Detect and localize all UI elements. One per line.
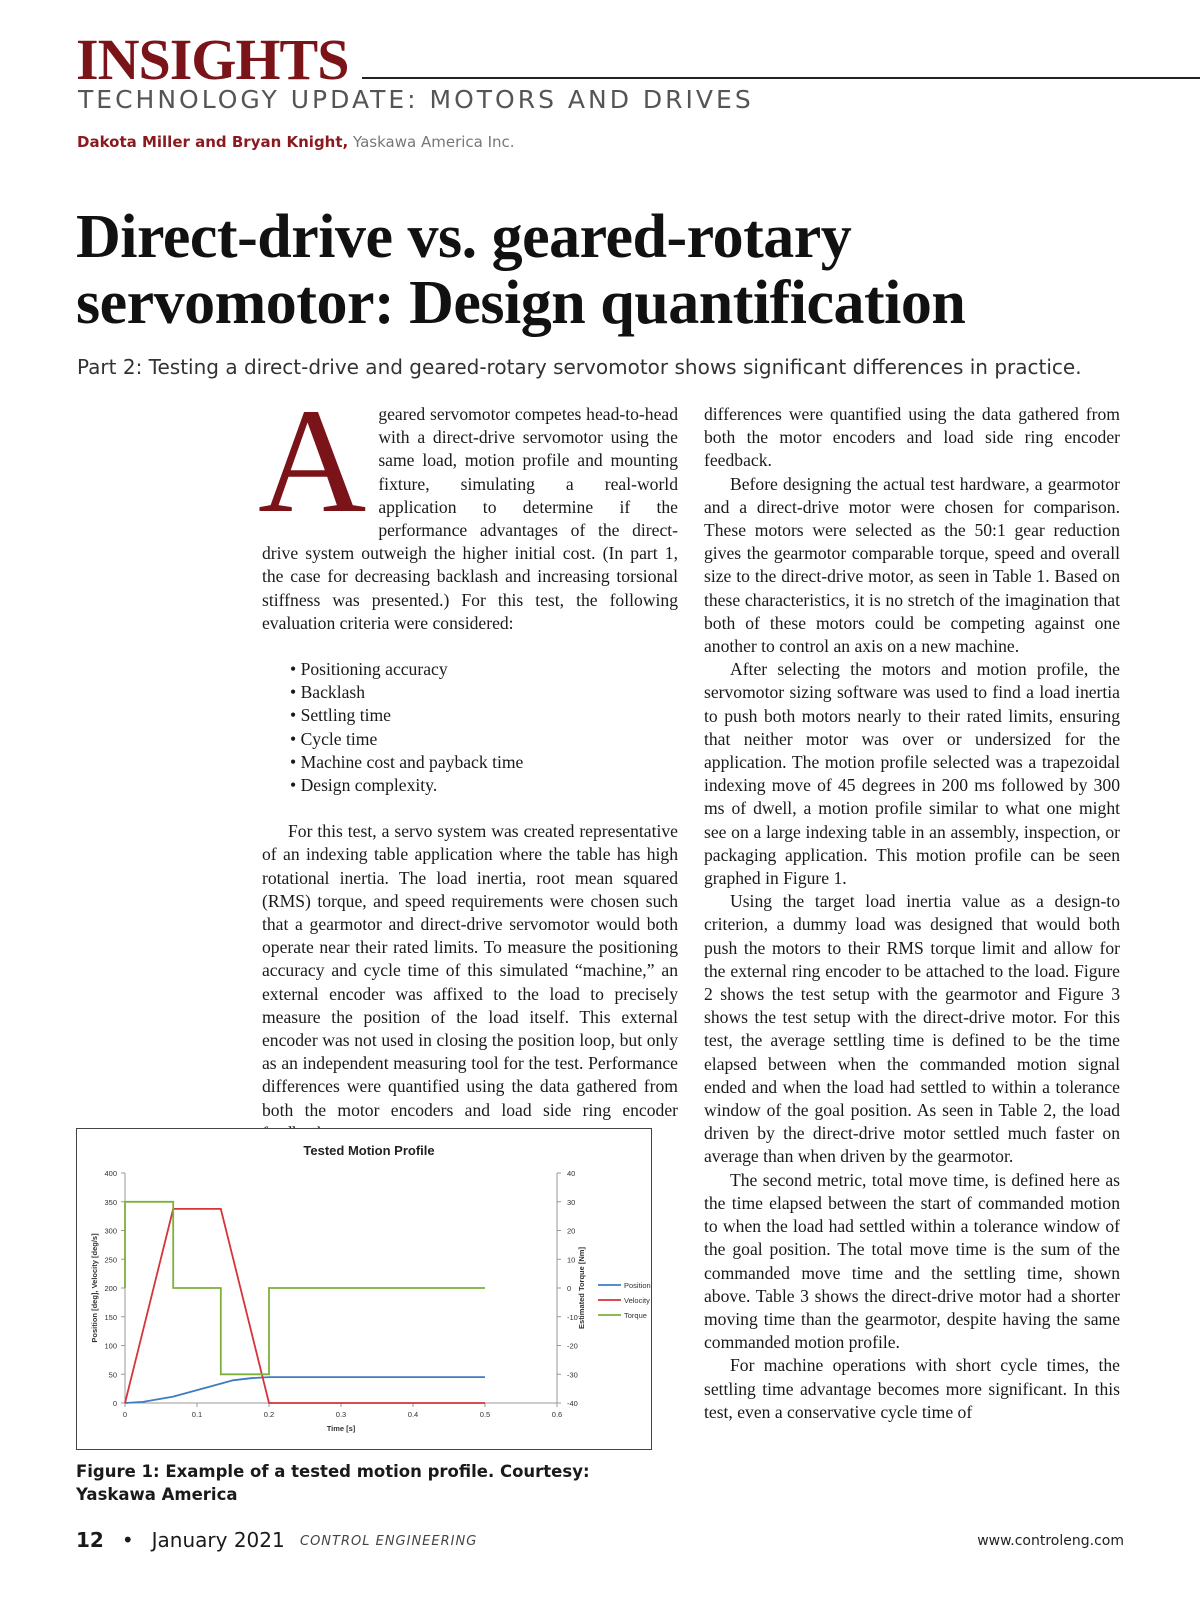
article-title bbox=[76, 204, 1176, 336]
y-tick-label: 250 bbox=[104, 1255, 117, 1265]
list-item: • Cycle time bbox=[290, 728, 678, 751]
y2-tick-label: 0 bbox=[567, 1284, 572, 1293]
author-organization: Yaskawa America Inc. bbox=[353, 133, 515, 151]
series-line-velocity bbox=[125, 1209, 485, 1403]
section-heading: TECHNOLOGY UPDATE: MOTORS AND DRIVES bbox=[78, 85, 754, 114]
y2-tick-label: -10 bbox=[567, 1312, 578, 1322]
y2-tick-label: -40 bbox=[567, 1399, 578, 1408]
list-item: • Positioning accuracy bbox=[290, 658, 678, 681]
criteria-list bbox=[290, 658, 678, 797]
y2-tick-label: 10 bbox=[567, 1255, 576, 1265]
article-title-line1: Direct-drive vs. geared-rotary bbox=[76, 203, 852, 271]
intro-text: geared servomotor competes head-to-head with a direct-drive servomotor using the same load, motion profile and mounting fixture, simulating a real-world application to determine if the performance advantages of the direct-drive system outweigh the higher initial cost. (In part 1, the case for decreasing backlash and increasing torsional stiffness was presented.) For this test, the following evaluation criteria were considered: bbox=[262, 404, 678, 633]
y2-tick-label: -20 bbox=[567, 1341, 578, 1351]
y-tick-label: 0 bbox=[112, 1399, 117, 1408]
legend-label-position: Position bbox=[624, 1281, 651, 1290]
body-column-right bbox=[704, 403, 1120, 1424]
setup-paragraph-continued bbox=[704, 403, 1120, 473]
footer-page-info bbox=[76, 1528, 285, 1552]
motors-paragraph: Before designing the actual test hardware, a gearmotor and a direct-drive motor were chosen for comparison. These motors were selected as the 50:1 gear reduction gives the gearmotor comparable torque, speed and overall size to the direct-drive motor, as seen in Table 1. Based on these characteristics, it is no stretch of the imagination that both of these motors could be competing against one another to control an axis on a new machine. bbox=[704, 473, 1120, 657]
y-tick-label: 300 bbox=[104, 1226, 117, 1236]
y2-axis-label: Estimated Torque [Nm] bbox=[577, 1247, 586, 1329]
y2-tick-label: 20 bbox=[567, 1226, 576, 1236]
website-url: www.controleng.com bbox=[977, 1533, 1124, 1549]
chart-title: Tested Motion Profile bbox=[303, 1143, 435, 1158]
list-item: • Design complexity. bbox=[290, 774, 678, 797]
y2-tick-label: -30 bbox=[567, 1370, 578, 1380]
body-column-middle bbox=[258, 378, 678, 1120]
y-tick-label: 400 bbox=[104, 1169, 117, 1178]
x-tick-label: 0.1 bbox=[191, 1410, 203, 1419]
load-paragraph: Using the target load inertia value as a design-to criterion, a dummy load was designed that would both push the motors to their RMS torque limit and allow for the external ring encoder to be attached to the load. Figure 2 shows the test setup with the gearmotor and Figure 3 shows the test setup with the direct-drive motor. For this test, the average settling time is defined to be the time elapsed between when the commanded motion signal ended and when the load had settled to within a tolerance window of the goal position. As seen in Table 2, the load driven by the direct-drive motor settled much faster on average than when driven by the gearmotor. bbox=[704, 891, 1120, 1167]
legend-label-velocity: Velocity bbox=[624, 1296, 650, 1305]
setup-continued-flow: differences were quantified using the data gathered from both the motor encoders and load side ring encoder feedback. bbox=[704, 404, 1120, 471]
header-rule bbox=[362, 77, 1200, 79]
drop-cap: A bbox=[258, 378, 367, 544]
brand-title: INSIGHTS bbox=[76, 27, 349, 92]
y-tick-label: 100 bbox=[104, 1341, 117, 1351]
profile-paragraph: After selecting the motors and motion profile, the servomotor sizing software was used to find a load inertia to push both motors nearly to their rated limits, ensuring that neither motor was over or undersized for the application. The motion profile selected was a trapezoidal indexing move of 45 degrees in 200 ms followed by 300 ms of dwell, a motion profile similar to what one might see on a large indexing table in an assembly, inspection, or packaging application. This motion profile can be seen graphed in Figure 1. bbox=[704, 659, 1120, 889]
series-line-position bbox=[125, 1377, 485, 1403]
y-tick-label: 350 bbox=[104, 1197, 117, 1207]
intro-paragraph bbox=[258, 378, 678, 635]
page-number: 12 bbox=[76, 1528, 104, 1552]
y-axis-label: Position [deg], Velocity [deg/s] bbox=[90, 1233, 99, 1343]
x-tick-label: 0.5 bbox=[479, 1410, 491, 1419]
x-tick-label: 0.2 bbox=[263, 1410, 275, 1419]
x-tick-label: 0.4 bbox=[407, 1410, 419, 1419]
figure-caption: Figure 1: Example of a tested motion profile. Courtesy: Yaskawa America bbox=[76, 1462, 590, 1504]
article-subtitle: Part 2: Testing a direct-drive and geared-rotary servomotor shows significant differences in practice. bbox=[77, 355, 1082, 379]
x-tick-label: 0 bbox=[122, 1410, 128, 1419]
x-tick-label: 0.6 bbox=[551, 1410, 563, 1419]
move-time-paragraph: The second metric, total move time, is defined here as the time elapsed between the start of commanded motion to when the load had settled within a tolerance window of the goal position. The total move time is the sum of the commanded move time and the settling time, shown above. Table 3 shows the direct-drive motor had a shorter moving time than the gearmotor, despite having the same commanded motion profile. bbox=[704, 1169, 1120, 1353]
y-tick-label: 200 bbox=[104, 1284, 117, 1293]
cycle-time-paragraph: For machine operations with short cycle times, the settling time advantage becomes more significant. In this test, even a conservative cycle time of bbox=[704, 1355, 1120, 1422]
series-line-torque bbox=[125, 1202, 485, 1375]
separator-dot: • bbox=[121, 1528, 134, 1552]
byline bbox=[77, 133, 515, 151]
figure-1 bbox=[76, 1128, 652, 1450]
legend-label-torque: Torque bbox=[624, 1311, 647, 1320]
list-item: • Backlash bbox=[290, 681, 678, 704]
issue-date: January 2021 bbox=[151, 1528, 285, 1552]
setup-paragraph: For this test, a servo system was created representative of an indexing table application where the table has high rotational inertia. The load inertia, root mean squared (RMS) torque, and speed requirements were chosen such that a gearmotor and direct-drive servomotor would both operate near their rated limits. To measure the positioning accuracy and cycle time of this simulated “machine,” an external encoder was affixed to the load to precisely measure the position of the load itself. This external encoder was not used in closing the position loop, but only as an independent measuring tool for the test. Performance differences were quantified using the data gathered from both the motor encoders and load side ring encoder bbox=[262, 821, 678, 1120]
y-tick-label: 50 bbox=[108, 1370, 117, 1380]
x-tick-label: 0.3 bbox=[335, 1410, 347, 1419]
y-tick-label: 150 bbox=[104, 1312, 117, 1322]
author-names: Dakota Miller and Bryan Knight, bbox=[77, 133, 349, 151]
motion-profile-chart bbox=[77, 1129, 651, 1449]
list-item: • Machine cost and payback time bbox=[290, 751, 678, 774]
x-axis-label: Time [s] bbox=[326, 1424, 356, 1433]
y2-tick-label: 40 bbox=[567, 1169, 576, 1178]
y2-tick-label: 30 bbox=[567, 1197, 576, 1207]
list-item: • Settling time bbox=[290, 704, 678, 727]
article-title-line2: servomotor: Design quantification bbox=[76, 269, 966, 337]
publication-name: CONTROL ENGINEERING bbox=[300, 1534, 478, 1549]
